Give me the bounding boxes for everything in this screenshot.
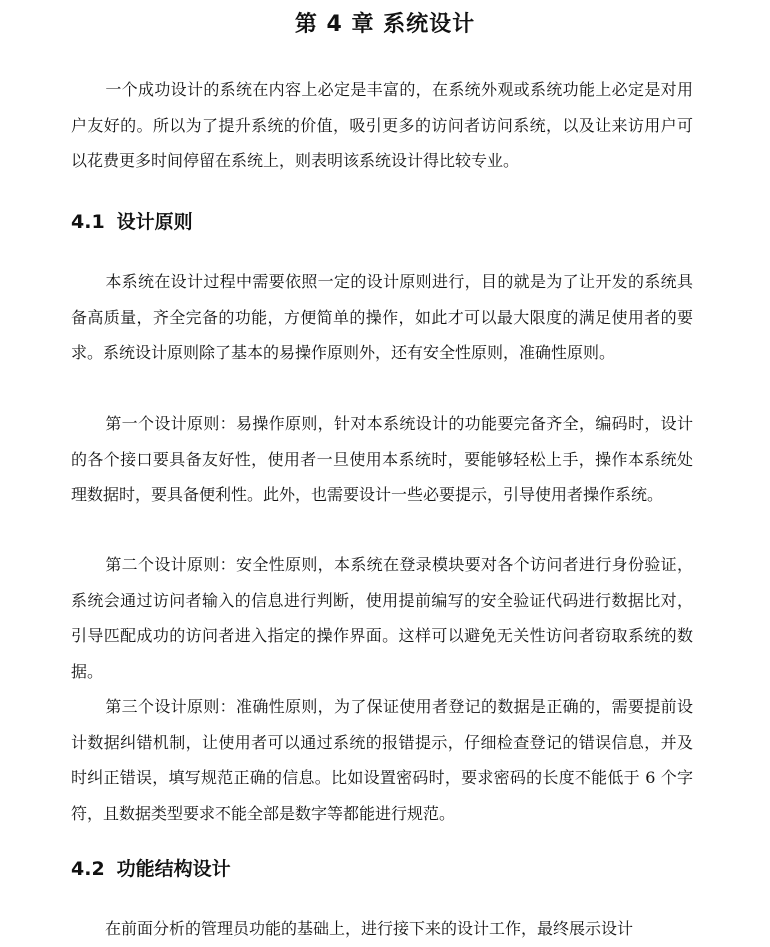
chapter-intro-text: 一个成功设计的系统在内容上必定是丰富的，在系统外观或系统功能上必定是对用户友好的。所以为了提升系统的价值，吸引更多的访问者访问系统，以及让来访用户可以花费更多时间停留在系统上，则表明该系统设计得比较专业。 (71, 80, 693, 170)
section-title: 设计原则 (116, 211, 193, 233)
design-principles-paragraph-3 (71, 547, 693, 689)
chapter-title: 第 4 章 系统设计 (294, 12, 476, 37)
section-title: 功能结构设计 (116, 858, 231, 880)
paragraph-text: 在前面分析的管理员功能的基础上，进行接下来的设计工作，最终展示设计 (105, 919, 634, 938)
design-principles-paragraph-1 (71, 264, 693, 371)
section-heading-4-2 (71, 855, 231, 883)
chapter-intro-paragraph (71, 72, 693, 179)
paragraph-text: 第一个设计原则：易操作原则，针对本系统设计的功能要完备齐全，编码时，设计的各个接口要具备友好性，使用者一旦使用本系统时，要能够轻松上手，操作本系统处理数据时，要具备便利性。此外，也需要设计一些必要提示，引导使用者操作系统。 (71, 414, 693, 504)
section-number: 4.1 (71, 211, 105, 233)
section-heading-4-1 (71, 208, 193, 236)
function-structure-paragraph (71, 911, 693, 947)
paragraph-text: 第二个设计原则：安全性原则，本系统在登录模块要对各个访问者进行身份验证，系统会通过访问者输入的信息进行判断，使用提前编写的安全验证代码进行数据比对，引导匹配成功的访问者进入指定的操作界面。这样可以避免无关性访问者窃取系统的数据。 (71, 555, 693, 681)
paragraph-text: 本系统在设计过程中需要依照一定的设计原则进行，目的就是为了让开发的系统具备高质量，齐全完备的功能，方便简单的操作，如此才可以最大限度的满足使用者的要求。系统设计原则除了基本的易操作原则外，还有安全性原则，准确性原则。 (71, 272, 693, 362)
design-principles-paragraph-4 (71, 689, 693, 831)
section-number: 4.2 (71, 858, 105, 880)
design-principles-paragraph-2 (71, 406, 693, 513)
paragraph-text: 第三个设计原则：准确性原则，为了保证使用者登记的数据是正确的，需要提前设计数据纠错机制，让使用者可以通过系统的报错提示，仔细检查登记的错误信息，并及时纠正错误，填写规范正确的信息。比如设置密码时，要求密码的长度不能低于 6 个字符，且数据类型要求不能全部是数字等都能进行规范。 (71, 697, 693, 823)
